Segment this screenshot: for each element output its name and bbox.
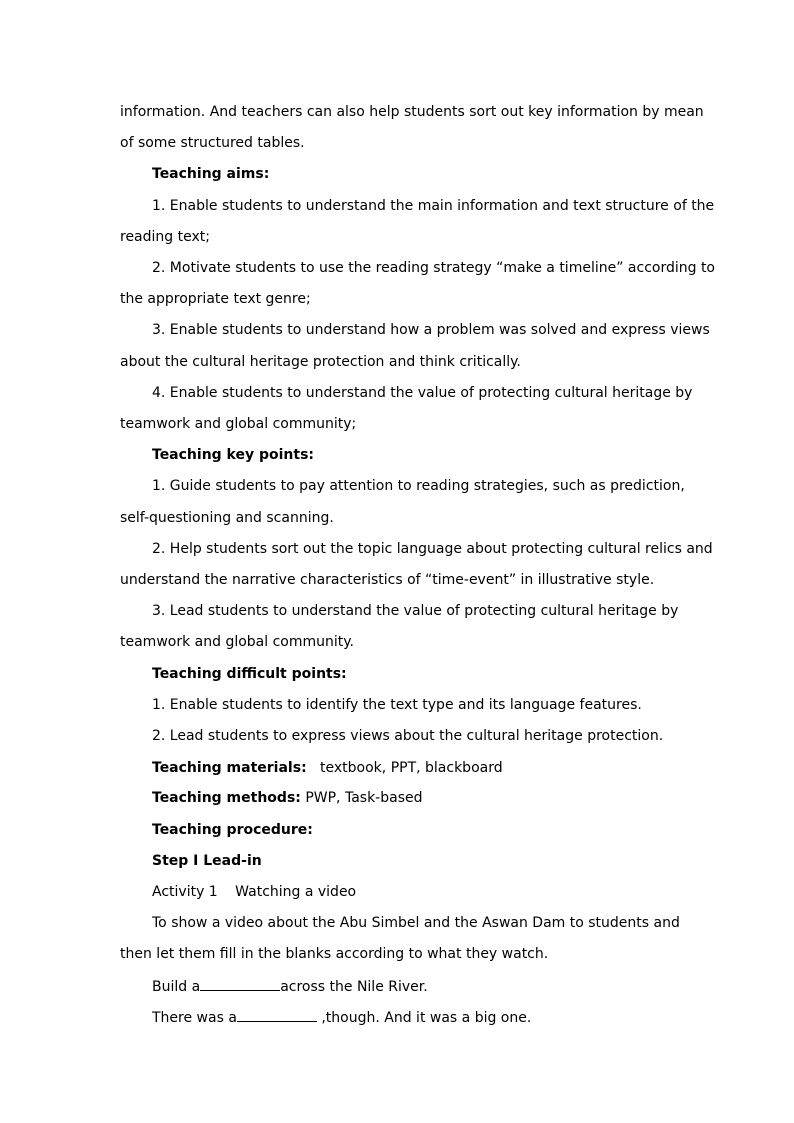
blank-2-after: ,though. And it was a big one. (321, 1010, 532, 1026)
blank-2-line (237, 1007, 317, 1022)
activity-desc-line-1: To show a video about the Abu Simbel and the Aswan Dam to students and (152, 915, 680, 931)
aim-2-line-2: the appropriate text genre; (120, 291, 311, 307)
materials-value: textbook, PPT, blackboard (320, 760, 503, 776)
teaching-materials (152, 758, 674, 778)
key-point-3-line-1: 3. Lead students to understand the value of protecting cultural heritage by (152, 603, 679, 619)
aim-1-line-1: 1. Enable students to understand the main information and text structure of the (152, 198, 715, 214)
key-point-2-line-1: 2. Help students sort out the topic language about protecting cultural relics and (152, 541, 713, 557)
aim-3-line-2: about the cultural heritage protection and think critically. (120, 354, 521, 370)
activity-1 (152, 882, 674, 902)
blank-1-before: Build a (152, 979, 201, 995)
aim-2-line-1: 2. Motivate students to use the reading strategy “make a timeline” according to (152, 260, 716, 276)
key-point-1-line-2: self-questioning and scanning. (120, 510, 334, 526)
aim-4-line-1: 4. Enable students to understand the value of protecting cultural heritage by (152, 385, 693, 401)
teaching-methods (152, 788, 674, 808)
key-point-3-line-2: teamwork and global community. (120, 634, 354, 650)
activity-label: Activity 1 (152, 884, 218, 900)
key-point-1-line-1: 1. Guide students to pay attention to reading strategies, such as prediction, (152, 478, 685, 494)
blank-1-line (200, 976, 280, 991)
aim-3-line-1: 3. Enable students to understand how a problem was solved and express views (152, 322, 710, 338)
difficult-point-1: 1. Enable students to identify the text type and its language features. (152, 697, 642, 713)
teaching-procedure-heading: Teaching procedure: (152, 822, 313, 838)
difficult-points-heading: Teaching difficult points: (152, 666, 347, 682)
methods-value: PWP, Task-based (305, 790, 423, 806)
step-1-heading: Step I Lead-in (152, 853, 262, 869)
aim-4-line-2: teamwork and global community; (120, 416, 357, 432)
materials-label: Teaching materials: (152, 760, 307, 776)
fill-blank-1 (152, 976, 674, 997)
aim-1-line-2: reading text; (120, 229, 210, 245)
difficult-point-2: 2. Lead students to express views about the cultural heritage protection. (152, 728, 664, 744)
fill-blank-2 (152, 1007, 674, 1028)
key-points-heading: Teaching key points: (152, 447, 315, 463)
intro-line-1: information. And teachers can also help students sort out key information by mean (120, 104, 704, 120)
key-point-2-line-2: understand the narrative characteristics of “time-event” in illustrative style. (120, 572, 655, 588)
activity-title: Watching a video (235, 884, 357, 900)
teaching-aims-heading: Teaching aims: (152, 166, 270, 182)
blank-1-after: across the Nile River. (280, 979, 428, 995)
methods-label: Teaching methods: (152, 790, 301, 806)
activity-desc-line-2: then let them fill in the blanks according to what they watch. (120, 946, 549, 962)
blank-2-before: There was a (152, 1010, 237, 1026)
intro-line-2: of some structured tables. (120, 135, 305, 151)
